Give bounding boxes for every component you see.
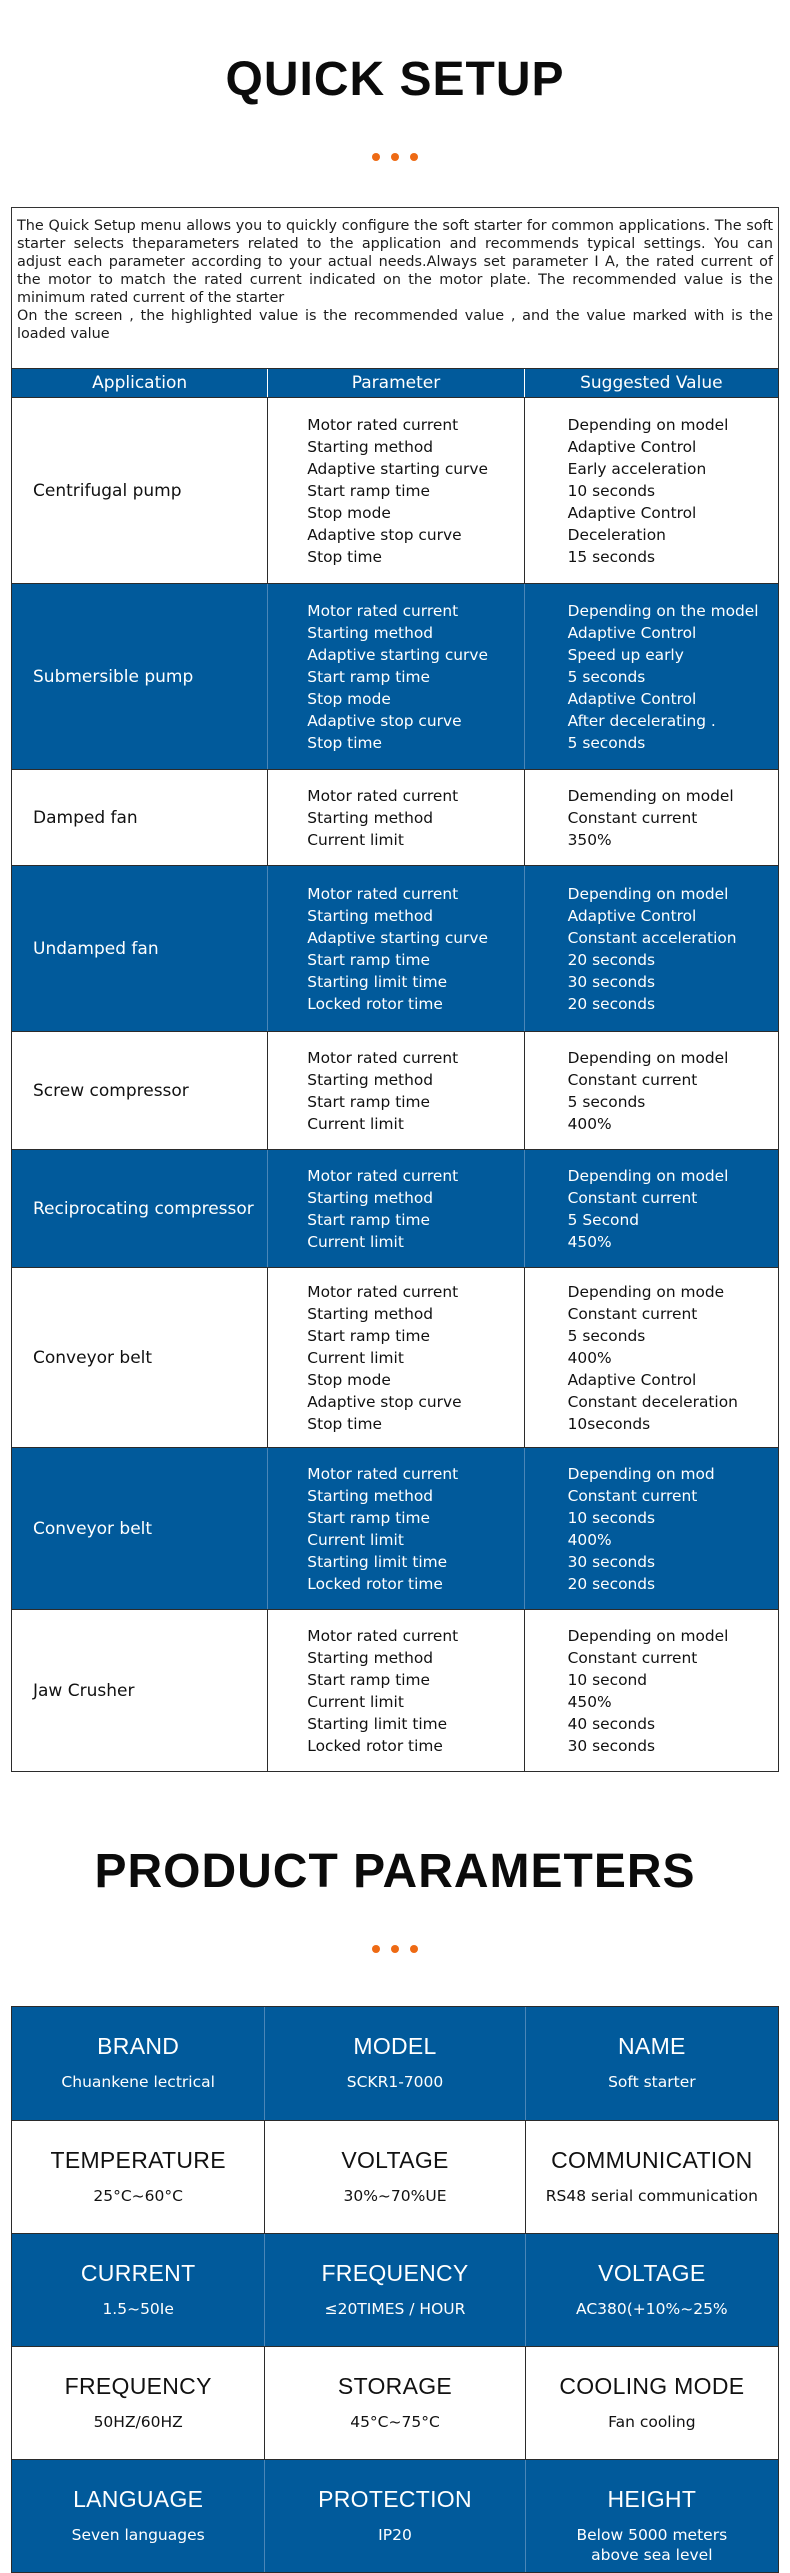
parameter-item: Motor rated current — [307, 1166, 459, 1185]
suggested-value-item: Depending on mode — [567, 1282, 725, 1301]
parameter-value: Fan cooling — [608, 2413, 696, 2431]
parameter-label: PROTECTION — [318, 2486, 472, 2512]
parameter-row — [12, 2346, 778, 2459]
parameter-label: STORAGE — [337, 2373, 453, 2399]
table-row — [12, 865, 778, 1031]
application-name: Conveyor belt — [33, 1518, 153, 1539]
suggested-value-item: 15 seconds — [567, 547, 656, 566]
suggested-value-item: 5 seconds — [567, 733, 646, 752]
application-name: Submersible pump — [33, 666, 194, 687]
parameter-label: COMMUNICATION — [551, 2147, 753, 2173]
suggested-value-item: Deceleration — [567, 525, 666, 544]
suggested-value-list — [524, 1268, 778, 1447]
parameter-item: Starting method — [307, 1188, 434, 1207]
parameter-cell — [264, 2460, 524, 2572]
table-row — [12, 1031, 778, 1149]
suggested-value-item: 10seconds — [567, 1414, 651, 1433]
suggested-value-list — [524, 770, 778, 865]
parameter-item: Start ramp time — [307, 1508, 430, 1527]
parameter-label: VOLTAGE — [341, 2147, 449, 2173]
parameter-item: Starting method — [307, 808, 434, 827]
suggested-value-item: 450% — [567, 1692, 612, 1711]
suggested-value-item: Depending on model — [567, 415, 729, 434]
parameter-item: Current limit — [307, 830, 404, 849]
parameter-cell — [525, 2234, 778, 2346]
parameter-item: Starting method — [307, 1070, 434, 1089]
application-name: Screw compressor — [33, 1080, 189, 1101]
parameter-item: Stop mode — [307, 503, 391, 522]
table-row — [12, 1609, 778, 1771]
quick-setup-intro: The Quick Setup menu allows you to quickly configure the soft starter for common applications. The soft starter selects theparameters related to the application and recommends typical settings. You can adjust each parameter according to your actual needs.Always set parameter I A, the rated current of the motor to match the rated current indicated on the motor plate. The recommended value is the minimum rated current of the starter On the screen , the highlighted value is the recommended value , and the value marked with is the loaded value — [11, 207, 779, 368]
application-name: Conveyor belt — [33, 1347, 153, 1368]
parameter-item: Starting method — [307, 1486, 434, 1505]
suggested-value-list — [524, 866, 778, 1031]
parameter-value: 25°C~60°C — [93, 2187, 183, 2205]
suggested-value-item: Adaptive Control — [567, 906, 697, 925]
parameter-item: Adaptive stop curve — [307, 1392, 462, 1411]
parameter-list — [267, 866, 523, 1031]
parameter-value: Chuankene lectrical — [61, 2073, 215, 2091]
parameter-value: Seven languages — [71, 2526, 205, 2544]
suggested-value-item: Adaptive Control — [567, 623, 697, 642]
suggested-value-item: 5 seconds — [567, 1326, 646, 1345]
suggested-value-item: Constant acceleration — [567, 928, 737, 947]
parameter-label: TEMPERATURE — [50, 2147, 226, 2173]
parameter-item: Adaptive stop curve — [307, 525, 462, 544]
parameter-item: Motor rated current — [307, 1626, 459, 1645]
suggested-value-item: Adaptive Control — [567, 689, 697, 708]
header-parameter: Parameter — [267, 369, 523, 397]
parameter-cell — [264, 2234, 524, 2346]
suggested-value-item: Early acceleration — [567, 459, 707, 478]
parameter-item: Motor rated current — [307, 601, 459, 620]
suggested-value-item: Constant current — [567, 1188, 698, 1207]
suggested-value-item: 20 seconds — [567, 950, 656, 969]
suggested-value-list — [524, 1150, 778, 1267]
suggested-value-item: Depending on model — [567, 884, 729, 903]
parameter-value: 45°C~75°C — [350, 2413, 440, 2431]
parameter-item: Current limit — [307, 1348, 404, 1367]
parameter-cell — [264, 2347, 524, 2459]
parameter-item: Stop mode — [307, 689, 391, 708]
parameter-item: Starting method — [307, 623, 434, 642]
suggested-value-item: 30 seconds — [567, 1736, 656, 1755]
suggested-value-item: 10 seconds — [567, 1508, 656, 1527]
title-dots-decoration — [0, 1945, 790, 1953]
table-row — [12, 1267, 778, 1447]
parameter-cell — [525, 2007, 778, 2120]
application-name: Damped fan — [33, 807, 138, 828]
suggested-value-item: 400% — [567, 1114, 612, 1133]
parameter-item: Adaptive stop curve — [307, 711, 462, 730]
parameter-item: Current limit — [307, 1692, 404, 1711]
parameter-item: Adaptive starting curve — [307, 645, 488, 664]
application-name: Undamped fan — [33, 938, 159, 959]
suggested-value-item: 5 Second — [567, 1210, 639, 1229]
suggested-value-item: Constant current — [567, 1648, 698, 1667]
suggested-value-item: Depending on the model — [567, 601, 759, 620]
suggested-value-item: 20 seconds — [567, 1574, 656, 1593]
suggested-value-item: 5 seconds — [567, 1092, 646, 1111]
parameter-value: SCKR1-7000 — [346, 2073, 444, 2091]
parameter-value: AC380(+10%~25% — [576, 2300, 728, 2318]
suggested-value-item: Constant current — [567, 808, 698, 827]
parameter-label: NAME — [618, 2033, 686, 2059]
parameter-value: 30%~70%UE — [343, 2187, 447, 2205]
parameter-item: Start ramp time — [307, 1092, 430, 1111]
parameter-item: Current limit — [307, 1114, 404, 1133]
parameter-label: MODEL — [353, 2033, 437, 2059]
suggested-value-item: Adaptive Control — [567, 503, 697, 522]
parameter-item: Adaptive starting curve — [307, 459, 488, 478]
parameter-label: COOLING MODE — [559, 2373, 745, 2399]
suggested-value-item: 400% — [567, 1530, 612, 1549]
parameter-item: Starting method — [307, 1304, 434, 1323]
parameter-row — [12, 2120, 778, 2233]
parameter-label: FREQUENCY — [64, 2373, 212, 2399]
table-row — [12, 583, 778, 769]
parameter-row — [12, 2459, 778, 2572]
quick-setup-table — [11, 368, 779, 1772]
parameter-item: Start ramp time — [307, 950, 430, 969]
application-name: Jaw Crusher — [33, 1680, 135, 1701]
parameter-item: Locked rotor time — [307, 1574, 443, 1593]
suggested-value-list — [524, 1610, 778, 1771]
suggested-value-item: 20 seconds — [567, 994, 656, 1013]
parameter-item: Locked rotor time — [307, 1736, 443, 1755]
parameter-value: Below 5000 meters above sea level — [576, 2526, 728, 2564]
suggested-value-item: 30 seconds — [567, 972, 656, 991]
parameter-label: VOLTAGE — [598, 2260, 706, 2286]
suggested-value-item: 30 seconds — [567, 1552, 656, 1571]
parameter-item: Starting limit time — [307, 972, 448, 991]
parameter-item: Stop mode — [307, 1370, 391, 1389]
suggested-value-item: Adaptive Control — [567, 1370, 697, 1389]
suggested-value-item: Constant current — [567, 1486, 698, 1505]
suggested-value-item: 10 second — [567, 1670, 648, 1689]
suggested-value-list — [524, 1448, 778, 1609]
suggested-value-item: Depending on model — [567, 1166, 729, 1185]
parameter-item: Motor rated current — [307, 415, 459, 434]
parameter-label: BRAND — [97, 2033, 180, 2059]
suggested-value-item: Constant deceleration — [567, 1392, 738, 1411]
suggested-value-item: 10 seconds — [567, 481, 656, 500]
suggested-value-item: Constant current — [567, 1304, 698, 1323]
parameter-item: Motor rated current — [307, 786, 459, 805]
parameter-cell — [525, 2460, 778, 2572]
parameter-list — [267, 1448, 523, 1609]
parameter-value: Soft starter — [608, 2073, 696, 2091]
parameter-item: Start ramp time — [307, 667, 430, 686]
suggested-value-item: Adaptive Control — [567, 437, 697, 456]
parameter-cell — [12, 2121, 264, 2233]
table-row — [12, 1149, 778, 1267]
parameter-value: IP20 — [378, 2526, 412, 2544]
table-row — [12, 1447, 778, 1609]
quick-setup-title: QUICK SETUP — [225, 53, 565, 106]
parameter-item: Motor rated current — [307, 1282, 459, 1301]
product-parameters-title: PRODUCT PARAMETERS — [94, 1845, 696, 1898]
suggested-value-item: Speed up early — [567, 645, 684, 664]
table-row — [12, 769, 778, 865]
suggested-value-item: Depending on model — [567, 1048, 729, 1067]
parameter-list — [267, 1268, 523, 1447]
parameter-cell — [12, 2460, 264, 2572]
parameter-item: Start ramp time — [307, 1210, 430, 1229]
parameter-row — [12, 2007, 778, 2120]
parameter-item: Stop time — [307, 547, 382, 566]
suggested-value-item: 350% — [567, 830, 612, 849]
parameter-list — [267, 584, 523, 769]
parameter-cell — [264, 2121, 524, 2233]
suggested-value-item: After decelerating . — [567, 711, 716, 730]
parameter-value: 1.5~50Ie — [102, 2300, 174, 2318]
parameter-item: Start ramp time — [307, 1326, 430, 1345]
parameter-item: Starting limit time — [307, 1714, 448, 1733]
parameter-label: CURRENT — [80, 2260, 196, 2286]
header-suggested-value: Suggested Value — [524, 369, 778, 397]
suggested-value-list — [524, 1032, 778, 1149]
parameter-item: Locked rotor time — [307, 994, 443, 1013]
parameter-item: Starting method — [307, 437, 434, 456]
parameter-value: ≤20TIMES / HOUR — [324, 2300, 466, 2318]
parameter-item: Starting method — [307, 1648, 434, 1667]
suggested-value-item: 5 seconds — [567, 667, 646, 686]
parameter-label: FREQUENCY — [321, 2260, 469, 2286]
application-name: Reciprocating compressor — [33, 1198, 254, 1219]
parameter-cell — [264, 2007, 524, 2120]
table-row — [12, 397, 778, 583]
product-parameters-grid — [11, 2006, 779, 2573]
parameter-item: Start ramp time — [307, 1670, 430, 1689]
parameter-cell — [525, 2121, 778, 2233]
parameter-cell — [12, 2007, 264, 2120]
parameter-item: Current limit — [307, 1530, 404, 1549]
table-header — [12, 369, 778, 397]
suggested-value-item: Demending on model — [567, 786, 734, 805]
parameter-cell — [525, 2347, 778, 2459]
header-application: Application — [92, 373, 188, 393]
parameter-item: Starting limit time — [307, 1552, 448, 1571]
suggested-value-item: 450% — [567, 1232, 612, 1251]
parameter-list — [267, 1610, 523, 1771]
suggested-value-item: Depending on model — [567, 1626, 729, 1645]
parameter-item: Current limit — [307, 1232, 404, 1251]
parameter-item: Stop time — [307, 733, 382, 752]
application-name: Centrifugal pump — [33, 480, 182, 501]
parameter-item: Starting method — [307, 906, 434, 925]
parameter-item: Motor rated current — [307, 1048, 459, 1067]
parameter-cell — [12, 2234, 264, 2346]
parameter-label: HEIGHT — [607, 2486, 697, 2512]
parameter-value: RS48 serial communication — [545, 2187, 758, 2205]
title-dots-decoration — [0, 153, 790, 161]
parameter-list — [267, 398, 523, 583]
parameter-list — [267, 1032, 523, 1149]
table-body — [12, 397, 778, 1771]
suggested-value-list — [524, 398, 778, 583]
suggested-value-item: Constant current — [567, 1070, 698, 1089]
parameter-item: Stop time — [307, 1414, 382, 1433]
parameter-item: Adaptive starting curve — [307, 928, 488, 947]
parameter-item: Motor rated current — [307, 1464, 459, 1483]
suggested-value-item: Depending on mod — [567, 1464, 715, 1483]
parameter-list — [267, 770, 523, 865]
suggested-value-list — [524, 584, 778, 769]
suggested-value-item: 400% — [567, 1348, 612, 1367]
parameter-value: 50HZ/60HZ — [93, 2413, 183, 2431]
suggested-value-item: 40 seconds — [567, 1714, 656, 1733]
parameter-row — [12, 2233, 778, 2346]
parameter-item: Start ramp time — [307, 481, 430, 500]
parameter-cell — [12, 2347, 264, 2459]
parameter-list — [267, 1150, 523, 1267]
parameter-label: LANGUAGE — [73, 2486, 204, 2512]
parameter-item: Motor rated current — [307, 884, 459, 903]
